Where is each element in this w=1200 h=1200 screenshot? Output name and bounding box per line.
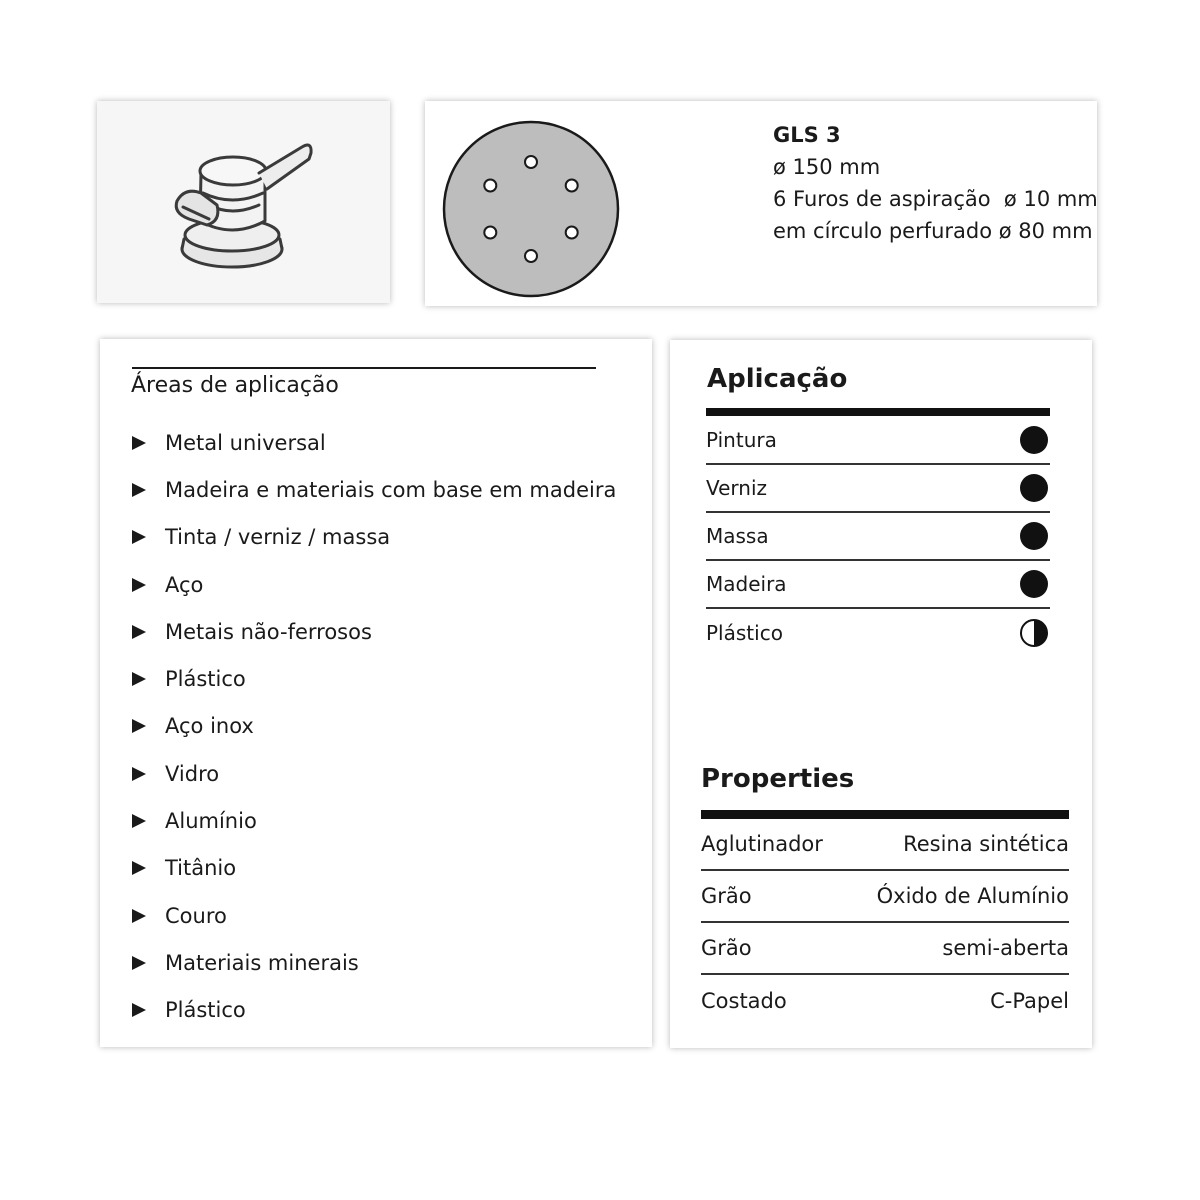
list-item <box>132 845 616 892</box>
filled-circle-icon <box>1020 474 1048 502</box>
application-properties-card <box>670 340 1092 1048</box>
list-item-label: Madeira e materiais com base em madeira <box>165 477 617 502</box>
list-item-label: Vidro <box>165 761 220 786</box>
list-item-label: Aço inox <box>165 714 254 739</box>
table-row <box>706 465 1050 513</box>
tool-image-card <box>97 101 390 303</box>
list-item <box>132 655 616 702</box>
list-item <box>132 608 616 655</box>
list-item-label: Plástico <box>165 667 246 692</box>
areas-heading: Áreas de aplicação <box>131 373 339 398</box>
triangle-bullet-icon <box>132 625 146 639</box>
disc-hole <box>525 156 537 168</box>
triangle-bullet-icon <box>132 956 146 970</box>
list-item-label: Titânio <box>165 856 237 881</box>
disc-specs <box>773 119 1098 247</box>
disc-holes-text: 6 Furos de aspiração ø 10 mm <box>773 187 1098 211</box>
list-item <box>132 514 616 561</box>
list-item <box>132 939 616 986</box>
table-row <box>706 513 1050 561</box>
application-label: Verniz <box>706 476 768 500</box>
properties-divider <box>701 810 1069 819</box>
disc-hole <box>566 180 578 192</box>
property-label: Grão <box>701 936 752 960</box>
table-row <box>706 609 1050 657</box>
half-circle-icon <box>1020 619 1048 647</box>
property-value: Resina sintética <box>903 832 1069 856</box>
property-label: Costado <box>701 989 787 1013</box>
application-label: Massa <box>706 524 769 548</box>
application-title: Aplicação <box>707 364 848 394</box>
list-item-label: Tinta / verniz / massa <box>165 525 391 550</box>
areas-list <box>132 419 616 1034</box>
application-label: Plástico <box>706 621 783 645</box>
triangle-bullet-icon <box>132 861 146 875</box>
list-item <box>132 750 616 797</box>
disc-diameter: ø 150 mm <box>773 155 881 179</box>
application-areas-card <box>100 339 652 1047</box>
properties-table <box>701 819 1069 1027</box>
list-item-label: Metal universal <box>165 430 326 455</box>
list-item-label: Materiais minerais <box>165 950 359 975</box>
triangle-bullet-icon <box>132 909 146 923</box>
disc-hole <box>484 227 496 239</box>
triangle-bullet-icon <box>132 530 146 544</box>
application-label: Pintura <box>706 428 777 452</box>
areas-divider <box>132 367 596 369</box>
triangle-bullet-icon <box>132 1003 146 1017</box>
table-row <box>701 923 1069 975</box>
sanding-disc-icon <box>441 119 621 299</box>
disc-hole <box>484 180 496 192</box>
property-value: semi-aberta <box>942 936 1069 960</box>
list-item-label: Metais não-ferrosos <box>165 619 372 644</box>
filled-circle-icon <box>1020 426 1048 454</box>
list-item <box>132 703 616 750</box>
triangle-bullet-icon <box>132 672 146 686</box>
list-item <box>132 892 616 939</box>
triangle-bullet-icon <box>132 719 146 733</box>
filled-circle-icon <box>1020 522 1048 550</box>
disc-shape <box>444 122 618 296</box>
disc-hole <box>525 250 537 262</box>
disc-title: GLS 3 <box>773 123 841 147</box>
disc-hole <box>566 227 578 239</box>
orbital-sander-icon <box>97 101 390 303</box>
triangle-bullet-icon <box>132 767 146 781</box>
list-item <box>132 466 616 513</box>
table-row <box>706 561 1050 609</box>
application-divider <box>706 408 1050 416</box>
property-label: Grão <box>701 884 752 908</box>
disc-spec-card <box>425 101 1097 306</box>
table-row <box>701 871 1069 923</box>
table-row <box>706 417 1050 465</box>
triangle-bullet-icon <box>132 483 146 497</box>
list-item-label: Aço <box>165 572 204 597</box>
property-value: C-Papel <box>990 989 1069 1013</box>
property-label: Aglutinador <box>701 832 823 856</box>
list-item-label: Plástico <box>165 998 246 1023</box>
application-label: Madeira <box>706 572 787 596</box>
triangle-bullet-icon <box>132 814 146 828</box>
list-item-label: Couro <box>165 903 227 928</box>
list-item <box>132 797 616 844</box>
list-item <box>132 419 616 466</box>
triangle-bullet-icon <box>132 578 146 592</box>
properties-title: Properties <box>701 764 855 794</box>
list-item <box>132 561 616 608</box>
list-item-label: Alumínio <box>165 809 257 834</box>
table-row <box>701 819 1069 871</box>
table-row <box>701 975 1069 1027</box>
application-table <box>706 417 1050 657</box>
list-item <box>132 987 616 1034</box>
triangle-bullet-icon <box>132 436 146 450</box>
property-value: Óxido de Alumínio <box>876 884 1069 908</box>
filled-circle-icon <box>1020 570 1048 598</box>
disc-circle-text: em círculo perfurado ø 80 mm <box>773 219 1093 243</box>
